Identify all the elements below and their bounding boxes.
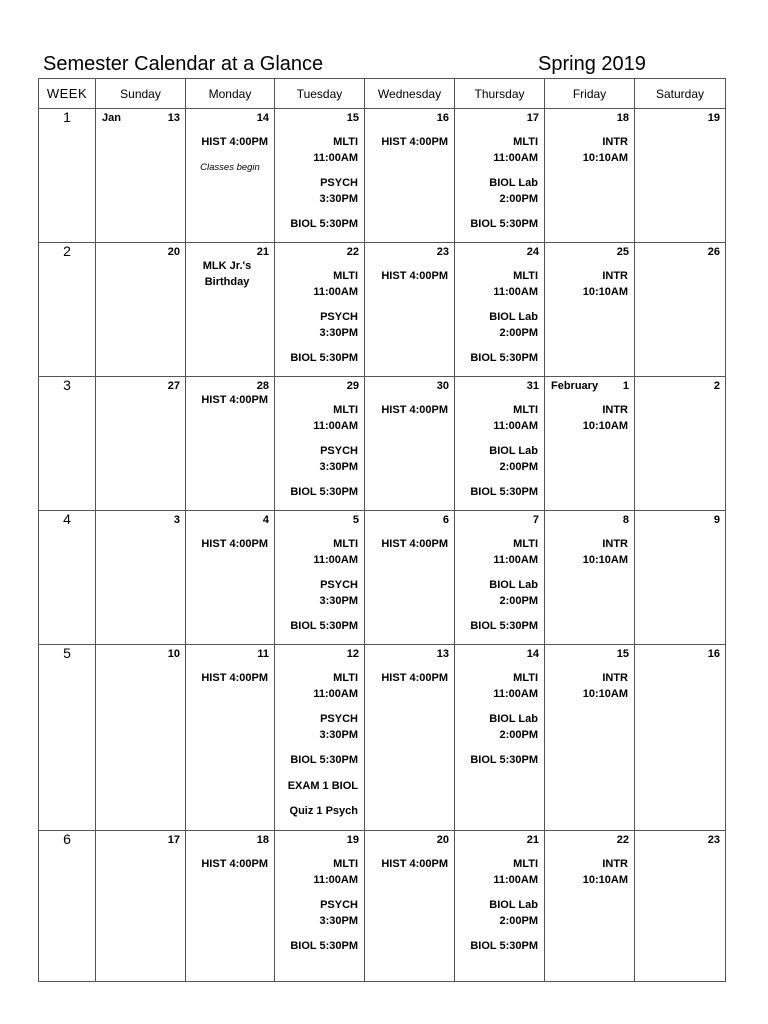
day-number: 23 [436, 246, 449, 258]
day-number: 27 [167, 380, 180, 392]
event-list [545, 671, 628, 712]
day-number: 1 [622, 380, 629, 392]
day-number: 14 [526, 648, 539, 660]
class-event: INTR 10:10AM [582, 538, 628, 566]
event-list [365, 403, 448, 429]
event-list [275, 857, 358, 965]
day-cell [545, 645, 635, 831]
day-cell [635, 109, 726, 243]
class-event: MLTI 11:00AM [493, 672, 538, 700]
day-cell [275, 377, 365, 511]
day-cell [96, 243, 186, 377]
day-number: 7 [532, 514, 539, 526]
event-list [365, 857, 448, 883]
event-list [545, 269, 628, 310]
week-row [39, 377, 726, 511]
col-header-friday: Friday [545, 79, 635, 109]
day-number: 20 [436, 834, 449, 846]
event-list [186, 259, 268, 300]
day-cell [186, 831, 275, 982]
event-list [455, 537, 538, 645]
class-event: PSYCH 3:30PM [319, 177, 358, 205]
class-event: BIOL 5:30PM [290, 352, 358, 364]
class-event: BIOL 5:30PM [470, 620, 538, 632]
day-number: 11 [257, 648, 269, 660]
event-list [186, 135, 268, 161]
event-list [455, 403, 538, 511]
day-cell [545, 377, 635, 511]
class-event: MLTI 11:00AM [493, 404, 538, 432]
day-number: 30 [436, 380, 449, 392]
week-number: 1 [39, 109, 96, 243]
class-event: EXAM 1 BIOL [287, 779, 358, 792]
day-cell [545, 831, 635, 982]
class-event: INTR 10:10AM [582, 136, 628, 164]
class-event: MLTI 11:00AM [313, 538, 358, 566]
day-cell [96, 377, 186, 511]
day-number: 3 [173, 514, 180, 526]
week-number: 4 [39, 511, 96, 645]
col-header-monday: Monday [186, 79, 275, 109]
day-number: 6 [442, 514, 449, 526]
class-event: MLTI 11:00AM [313, 858, 358, 886]
day-number: 24 [526, 246, 539, 258]
day-cell [545, 243, 635, 377]
day-number: 9 [713, 514, 720, 526]
day-number: 16 [707, 648, 720, 660]
event-list [545, 135, 628, 176]
class-event: HIST 4:00PM [201, 538, 268, 550]
class-event: HIST 4:00PM [201, 672, 268, 684]
day-number: 8 [622, 514, 629, 526]
day-cell [455, 511, 545, 645]
day-cell [635, 511, 726, 645]
day-number: 10 [167, 648, 180, 660]
class-event: BIOL 5:30PM [470, 218, 538, 230]
month-label: Jan [102, 112, 121, 124]
class-event: HIST 4:00PM [381, 404, 448, 416]
week-row [39, 243, 726, 377]
class-event: MLTI 11:00AM [313, 404, 358, 432]
week-number: 6 [39, 831, 96, 982]
event-list [545, 537, 628, 578]
day-cell [96, 511, 186, 645]
day-cell [455, 831, 545, 982]
class-event: PSYCH 3:30PM [319, 713, 358, 741]
day-cell [545, 109, 635, 243]
class-event: BIOL 5:30PM [290, 486, 358, 498]
day-cell [186, 377, 275, 511]
day-number: 5 [352, 514, 359, 526]
event-list [275, 135, 358, 243]
day-number: 25 [616, 246, 629, 258]
class-event: BIOL 5:30PM [470, 940, 538, 952]
class-event: HIST 4:00PM [381, 136, 448, 148]
day-cell [455, 377, 545, 511]
day-number: 22 [616, 834, 629, 846]
class-event: HIST 4:00PM [201, 858, 268, 870]
class-event: INTR 10:10AM [582, 858, 628, 886]
day-number: 20 [167, 246, 180, 258]
class-event: PSYCH 3:30PM [319, 579, 358, 607]
day-cell [365, 645, 455, 831]
col-header-saturday: Saturday [635, 79, 726, 109]
week-number: 2 [39, 243, 96, 377]
class-event: BIOL Lab 2:00PM [489, 311, 538, 339]
col-header-week: WEEK [39, 79, 96, 109]
day-number: 21 [256, 246, 269, 258]
month-label: February [551, 380, 599, 392]
day-cell [186, 645, 275, 831]
day-number: 19 [707, 112, 720, 124]
day-cell [455, 243, 545, 377]
event-list [186, 537, 268, 563]
day-cell [635, 377, 726, 511]
day-cell [635, 645, 726, 831]
day-cell [275, 243, 365, 377]
class-event: HIST 4:00PM [381, 538, 448, 550]
day-number: 26 [707, 246, 720, 258]
class-event: HIST 4:00PM [381, 672, 448, 684]
event-list [455, 857, 538, 965]
class-event: BIOL Lab 2:00PM [489, 713, 538, 741]
day-cell [275, 109, 365, 243]
class-event: MLTI 11:00AM [493, 538, 538, 566]
event-list [186, 671, 268, 697]
col-header-tuesday: Tuesday [275, 79, 365, 109]
class-event: BIOL 5:30PM [290, 940, 358, 952]
class-event: MLTI 11:00AM [313, 270, 358, 298]
day-number: 28 [256, 380, 269, 392]
week-row [39, 109, 726, 243]
day-number: 15 [616, 648, 629, 660]
class-event: BIOL Lab 2:00PM [489, 579, 538, 607]
event-list [365, 537, 448, 563]
day-number: 15 [346, 112, 359, 124]
class-event: BIOL Lab 2:00PM [489, 445, 538, 473]
day-cell [365, 109, 455, 243]
class-event: MLTI 11:00AM [493, 858, 538, 886]
class-event: PSYCH 3:30PM [319, 445, 358, 473]
day-cell [635, 831, 726, 982]
day-number: 19 [346, 834, 359, 846]
holiday-label: MLK Jr.'s Birthday [202, 260, 252, 288]
class-event: HIST 4:00PM [381, 270, 448, 282]
class-event: BIOL Lab 2:00PM [489, 177, 538, 205]
day-number: 13 [436, 648, 449, 660]
day-cell [365, 377, 455, 511]
term-label: Spring 2019 [538, 53, 646, 75]
calendar-table [38, 78, 726, 982]
class-event: INTR 10:10AM [582, 270, 628, 298]
day-cell [455, 645, 545, 831]
week-number: 3 [39, 377, 96, 511]
day-number: 2 [713, 380, 720, 392]
day-cell [275, 831, 365, 982]
class-event: INTR 10:10AM [582, 404, 628, 432]
day-number: 16 [436, 112, 449, 124]
day-cell [186, 243, 275, 377]
class-event: PSYCH 3:30PM [319, 899, 358, 927]
class-event: HIST 4:00PM [381, 858, 448, 870]
class-event: BIOL 5:30PM [470, 754, 538, 766]
day-cell [275, 511, 365, 645]
day-number: 14 [256, 112, 269, 124]
day-number: 29 [346, 380, 359, 392]
day-number: 12 [346, 648, 359, 660]
event-list [275, 537, 358, 645]
day-number: 18 [256, 834, 269, 846]
day-number: 17 [526, 112, 539, 124]
event-list [275, 403, 358, 511]
day-cell [186, 511, 275, 645]
class-event: BIOL 5:30PM [470, 486, 538, 498]
col-header-thursday: Thursday [455, 79, 545, 109]
header-row [39, 79, 726, 109]
day-number: 4 [262, 514, 269, 526]
week-row [39, 511, 726, 645]
day-number: 17 [167, 834, 180, 846]
class-event: BIOL 5:30PM [470, 352, 538, 364]
event-list [186, 857, 268, 883]
event-list [365, 671, 448, 697]
day-number: 31 [526, 380, 539, 392]
class-event: MLTI 11:00AM [313, 672, 358, 700]
day-number: 13 [167, 112, 180, 124]
col-header-sunday: Sunday [96, 79, 186, 109]
day-cell [365, 511, 455, 645]
event-list [275, 671, 358, 830]
event-list [545, 403, 628, 444]
col-header-wednesday: Wednesday [365, 79, 455, 109]
day-cell [186, 109, 275, 243]
class-event: PSYCH 3:30PM [319, 311, 358, 339]
class-event: BIOL Lab 2:00PM [489, 899, 538, 927]
page-title: Semester Calendar at a Glance [43, 53, 324, 75]
class-event: MLTI 11:00AM [493, 136, 538, 164]
event-list [455, 269, 538, 377]
class-event: HIST 4:00PM [201, 394, 268, 406]
event-list [275, 269, 358, 377]
day-cell [96, 645, 186, 831]
event-list [365, 269, 448, 295]
day-cell [635, 243, 726, 377]
class-event: Quiz 1 Psych [289, 805, 358, 817]
day-note: Classes begin [200, 162, 260, 173]
class-event: BIOL 5:30PM [290, 218, 358, 230]
day-number: 21 [526, 834, 539, 846]
day-cell [455, 109, 545, 243]
class-event: MLTI 11:00AM [313, 136, 358, 164]
day-cell [365, 831, 455, 982]
week-row [39, 645, 726, 831]
day-number: 18 [616, 112, 629, 124]
event-list [545, 857, 628, 898]
day-cell [545, 511, 635, 645]
event-list [365, 135, 448, 161]
class-event: MLTI 11:00AM [493, 270, 538, 298]
day-cell [275, 645, 365, 831]
event-list [455, 135, 538, 243]
day-number: 22 [346, 246, 359, 258]
day-number: 23 [707, 834, 720, 846]
class-event: BIOL 5:30PM [290, 620, 358, 632]
week-number: 5 [39, 645, 96, 831]
class-event: BIOL 5:30PM [290, 754, 358, 766]
event-list [186, 393, 268, 419]
day-cell [96, 109, 186, 243]
week-row [39, 831, 726, 982]
day-cell [96, 831, 186, 982]
event-list [455, 671, 538, 779]
class-event: INTR 10:10AM [582, 672, 628, 700]
day-cell [365, 243, 455, 377]
class-event: HIST 4:00PM [201, 136, 268, 148]
